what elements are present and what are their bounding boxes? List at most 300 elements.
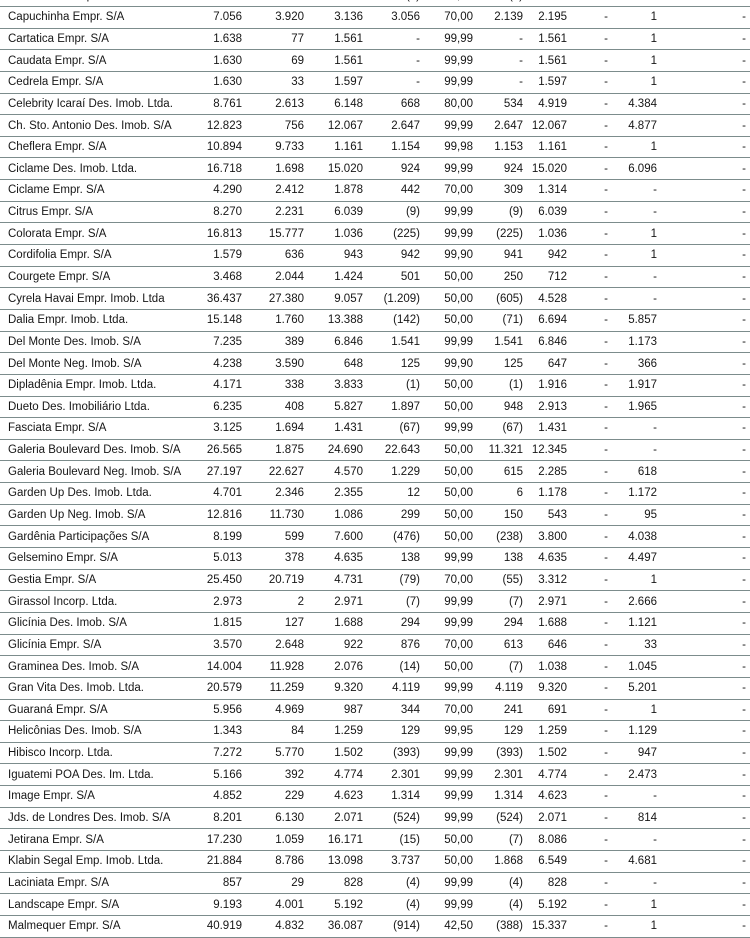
value-cell: 20.579 — [206, 682, 242, 695]
value-cell: 138 — [503, 552, 523, 565]
value-cell: 646 — [547, 638, 567, 651]
value-cell: 1.541 — [494, 335, 523, 348]
value-cell: 3.800 — [538, 530, 567, 543]
value-cell: - — [653, 271, 657, 283]
table-row — [0, 397, 750, 419]
table-row — [0, 94, 750, 116]
value-cell: 501 — [400, 271, 420, 283]
value-cell: 1.868 — [494, 855, 523, 868]
value-cell: - — [604, 54, 608, 67]
value-cell: 876 — [400, 638, 420, 651]
table-row — [0, 591, 750, 613]
value-cell: (605) — [496, 292, 523, 305]
value-cell: 4.623 — [334, 790, 363, 803]
table-row — [0, 829, 750, 851]
value-cell — [304, 0, 363, 6]
value-cell: - — [742, 32, 746, 45]
value-cell: 1.897 — [391, 400, 420, 413]
value-cell: 4.171 — [213, 379, 242, 392]
value-cell — [242, 0, 304, 6]
value-cell: (71) — [502, 314, 523, 327]
value-cell: - — [416, 54, 420, 67]
company-name: Galeria Boulevard Neg. Imob. S/A — [8, 465, 182, 478]
value-cell: 1 — [650, 11, 657, 24]
value-cell: - — [604, 162, 608, 175]
value-cell: 70,00 — [444, 573, 473, 586]
value-cell: - — [653, 292, 657, 305]
value-cell: - — [604, 509, 608, 522]
value-cell: - — [742, 530, 746, 543]
value-cell: 922 — [343, 638, 363, 651]
value-cell: 3.590 — [275, 357, 304, 370]
value-cell: 1.431 — [538, 422, 567, 435]
value-cell: 389 — [284, 335, 304, 348]
value-cell: 10.894 — [206, 141, 242, 154]
value-cell: 1.815 — [213, 617, 242, 630]
value-cell: 7.235 — [213, 335, 242, 348]
value-cell: 2.139 — [494, 11, 523, 24]
value-cell: 5.192 — [538, 898, 567, 911]
value-cell: 1.694 — [275, 422, 304, 435]
value-cell: 2.285 — [538, 465, 567, 478]
value-cell: - — [604, 790, 608, 803]
table-row — [0, 332, 750, 354]
value-cell: 924 — [400, 162, 420, 175]
value-cell: 1.038 — [538, 660, 567, 673]
value-cell: 857 — [222, 876, 242, 889]
value-cell: 1.314 — [538, 184, 567, 197]
value-cell: 1.259 — [538, 725, 567, 738]
value-cell: 16.718 — [206, 162, 242, 175]
value-cell: - — [653, 184, 657, 197]
value-cell: 42,50 — [444, 920, 473, 933]
value-cell: 70,00 — [444, 703, 473, 716]
company-name: Gran Vita Des. Imob. Ltda. — [8, 682, 144, 695]
value-cell: - — [742, 141, 746, 154]
value-cell: - — [604, 32, 608, 45]
table-row — [0, 115, 750, 137]
value-cell: 4.731 — [334, 573, 363, 586]
value-cell: - — [742, 465, 746, 478]
value-cell: 4.681 — [628, 855, 657, 868]
value-cell: - — [742, 552, 746, 565]
value-cell: 5.857 — [628, 314, 657, 327]
value-cell: 2.971 — [334, 595, 363, 608]
value-cell: - — [604, 141, 608, 154]
value-cell: 2.648 — [275, 638, 304, 651]
value-cell: 99,99 — [444, 552, 473, 565]
value-cell: 2.473 — [628, 768, 657, 781]
value-cell: 50,00 — [444, 487, 473, 500]
value-cell: (393) — [496, 747, 523, 760]
value-cell: 1.630 — [213, 54, 242, 67]
value-cell: 5.192 — [334, 898, 363, 911]
value-cell: 99,99 — [444, 898, 473, 911]
value-cell: - — [742, 11, 746, 24]
table-row — [0, 72, 750, 94]
value-cell: 543 — [547, 509, 567, 522]
value-cell: 99,99 — [444, 422, 473, 435]
value-cell: - — [742, 725, 746, 738]
value-cell: (393) — [393, 747, 420, 760]
company-name: Garden Up Neg. Imob. S/A — [8, 509, 146, 522]
company-name: Celebrity Icaraí Des. Imob. Ltda. — [8, 97, 173, 110]
value-cell: - — [604, 638, 608, 651]
value-cell: 125 — [503, 357, 523, 370]
table-row — [0, 158, 750, 180]
value-cell: 7.056 — [213, 11, 242, 24]
company-name: Cartatica Empr. S/A — [8, 32, 109, 45]
table-row — [0, 656, 750, 678]
value-cell: 129 — [503, 725, 523, 738]
value-cell — [657, 0, 750, 6]
company-name: Dalia Empr. Imob. Ltda. — [8, 314, 129, 327]
value-cell: 7.272 — [213, 747, 242, 760]
value-cell: - — [604, 444, 608, 457]
value-cell: 13.098 — [327, 855, 363, 868]
value-cell: 1.630 — [213, 76, 242, 89]
value-cell: 9.320 — [538, 682, 567, 695]
company-name: Del Monte Des. Imob. S/A — [8, 335, 141, 348]
value-cell: 99,99 — [444, 682, 473, 695]
value-cell: 16.171 — [327, 833, 363, 846]
value-cell: 2.647 — [494, 119, 523, 132]
company-name: Graminea Des. Imob. S/A — [8, 660, 140, 673]
value-cell: 11.928 — [269, 660, 304, 673]
table-row — [0, 851, 750, 873]
value-cell: 6.235 — [213, 400, 242, 413]
value-cell: 1.561 — [538, 32, 567, 45]
value-cell: - — [742, 162, 746, 175]
value-cell: - — [742, 747, 746, 760]
value-cell: 70,00 — [444, 11, 473, 24]
value-cell: - — [604, 725, 608, 738]
value-cell: 50,00 — [444, 271, 473, 283]
value-cell: 4.119 — [495, 682, 523, 695]
value-cell: - — [604, 920, 608, 933]
value-cell: 1 — [650, 249, 657, 262]
value-cell: 1.502 — [334, 747, 363, 760]
value-cell: 36.087 — [327, 920, 363, 933]
value-cell: 99,99 — [444, 747, 473, 760]
value-cell: 99,99 — [444, 119, 473, 132]
value-cell: 27.197 — [206, 465, 242, 478]
value-cell: - — [519, 54, 523, 67]
value-cell: (238) — [496, 530, 523, 543]
value-cell: 138 — [400, 552, 420, 565]
value-cell: 129 — [400, 725, 420, 738]
value-cell: 4.384 — [628, 97, 657, 110]
value-cell: 1.314 — [391, 790, 420, 803]
value-cell: - — [742, 703, 746, 716]
value-cell: 1.688 — [538, 617, 567, 630]
value-cell: 80,00 — [444, 97, 473, 110]
value-cell: 6.130 — [275, 812, 304, 825]
table-row — [0, 743, 750, 765]
company-name: Gelsemino Empr. S/A — [8, 552, 118, 565]
value-cell: 6.096 — [628, 162, 657, 175]
value-cell: 1 — [650, 32, 657, 45]
value-cell: - — [604, 335, 608, 348]
value-cell: - — [742, 790, 746, 803]
value-cell: 13.388 — [327, 314, 363, 327]
value-cell: 756 — [284, 119, 304, 132]
value-cell: (7) — [508, 660, 523, 673]
table-row — [0, 223, 750, 245]
value-cell: - — [742, 920, 746, 933]
company-name: Del Monte Neg. Imob. S/A — [8, 357, 142, 370]
value-cell: 99,99 — [444, 32, 473, 45]
value-cell: 99,99 — [444, 162, 473, 175]
value-cell: 50,00 — [444, 400, 473, 413]
table-row — [0, 894, 750, 916]
value-cell: 1.229 — [391, 465, 420, 478]
company-name: Ciclame Des. Imob. Ltda. — [8, 162, 138, 175]
value-cell: 2.195 — [538, 11, 567, 24]
table-row — [0, 873, 750, 895]
value-cell: 4.570 — [334, 465, 363, 478]
value-cell: 1 — [650, 141, 657, 154]
value-cell: - — [604, 833, 608, 846]
value-cell: 1.698 — [275, 162, 304, 175]
table-row — [0, 721, 750, 743]
value-cell: 99,95 — [444, 725, 473, 738]
table-row — [0, 353, 750, 375]
value-cell: 125 — [400, 357, 420, 370]
value-cell: 1 — [650, 920, 657, 933]
value-cell: 22.627 — [268, 465, 304, 478]
company-name: Jetirana Empr. S/A — [8, 833, 104, 846]
value-cell: 294 — [400, 617, 420, 630]
value-cell: 50,00 — [444, 660, 473, 673]
value-cell: - — [742, 768, 746, 781]
value-cell: - — [742, 184, 746, 197]
value-cell: 1.561 — [334, 54, 363, 67]
value-cell: 1.760 — [275, 314, 304, 327]
value-cell: 1.314 — [494, 790, 523, 803]
value-cell: - — [742, 335, 746, 348]
value-cell: 1.086 — [334, 509, 363, 522]
value-cell: 534 — [503, 97, 523, 110]
value-cell: 229 — [284, 790, 304, 803]
value-cell: 4.623 — [538, 790, 567, 803]
value-cell: 1.173 — [628, 335, 657, 348]
company-name: Hibisco Incorp. Ltda. — [8, 747, 113, 760]
value-cell: 1 — [650, 898, 657, 911]
value-cell: 1 — [650, 54, 657, 67]
value-cell: 392 — [284, 768, 304, 781]
value-cell: 99,99 — [444, 206, 473, 219]
value-cell: (7) — [508, 595, 523, 608]
value-cell: 299 — [400, 509, 420, 522]
value-cell: 241 — [503, 703, 523, 716]
company-name — [0, 0, 200, 6]
value-cell: - — [604, 379, 608, 392]
value-cell: 9.193 — [213, 898, 242, 911]
table-row — [0, 0, 750, 7]
value-cell: - — [742, 271, 746, 283]
value-cell: 5.956 — [213, 703, 242, 716]
value-cell: 2.301 — [391, 768, 420, 781]
value-cell: - — [742, 76, 746, 89]
value-cell: 1.688 — [334, 617, 363, 630]
value-cell: 1.045 — [628, 660, 657, 673]
value-cell: 2.346 — [275, 487, 304, 500]
value-cell: 99,99 — [444, 812, 473, 825]
value-cell: 25.450 — [206, 573, 242, 586]
value-cell: 12 — [407, 487, 420, 500]
value-cell: 6.549 — [538, 855, 567, 868]
company-name: Glicínia Empr. S/A — [8, 638, 102, 651]
value-cell: - — [742, 54, 746, 67]
value-cell: 3.737 — [391, 855, 420, 868]
value-cell: - — [604, 530, 608, 543]
value-cell: - — [742, 812, 746, 825]
value-cell: 9.733 — [275, 141, 304, 154]
value-cell: (1.209) — [383, 292, 420, 305]
value-cell: 366 — [637, 357, 657, 370]
value-cell: - — [653, 833, 657, 846]
value-cell: 1.597 — [334, 76, 363, 89]
company-name: Iguatemi POA Des. Im. Ltda. — [8, 768, 154, 781]
value-cell: - — [604, 855, 608, 868]
value-cell: 4.635 — [334, 552, 363, 565]
value-cell: - — [604, 682, 608, 695]
value-cell: 1.154 — [391, 141, 420, 154]
company-name: Dueto Des. Imobiliário Ltda. — [8, 400, 150, 413]
value-cell: - — [742, 97, 746, 110]
value-cell: 50,00 — [444, 314, 473, 327]
table-row — [0, 764, 750, 786]
value-cell: 615 — [503, 465, 523, 478]
value-cell: 12.345 — [531, 444, 567, 457]
value-cell: 1.597 — [538, 76, 567, 89]
value-cell: - — [742, 638, 746, 651]
value-cell: 4.238 — [213, 357, 242, 370]
value-cell: 2.973 — [213, 595, 242, 608]
value-cell: 4.774 — [538, 768, 567, 781]
value-cell: 1.121 — [628, 617, 657, 630]
value-cell: (4) — [508, 898, 523, 911]
value-cell: 691 — [547, 703, 567, 716]
value-cell: (225) — [393, 227, 420, 240]
value-cell: 8.761 — [213, 97, 242, 110]
value-cell: 9.320 — [334, 682, 363, 695]
value-cell: 50,00 — [444, 530, 473, 543]
value-cell: 4.701 — [213, 487, 242, 500]
value-cell: 99,90 — [444, 357, 473, 370]
table-row — [0, 418, 750, 440]
value-cell: - — [742, 855, 746, 868]
value-cell: 1 — [650, 703, 657, 716]
value-cell: 942 — [547, 249, 567, 262]
value-cell: 648 — [343, 357, 363, 370]
value-cell: (9) — [508, 206, 523, 219]
value-cell: 69 — [291, 54, 304, 67]
value-cell: 8.786 — [275, 855, 304, 868]
value-cell: 647 — [547, 357, 567, 370]
value-cell: - — [742, 400, 746, 413]
table-row — [0, 483, 750, 505]
value-cell: 378 — [284, 552, 304, 565]
value-cell: 15.777 — [268, 227, 304, 240]
value-cell: - — [604, 292, 608, 305]
value-cell: 2.076 — [334, 660, 363, 673]
value-cell: 948 — [503, 400, 523, 413]
value-cell: 4.001 — [275, 898, 304, 911]
value-cell: 250 — [503, 271, 523, 283]
value-cell: - — [742, 573, 746, 586]
value-cell: 1.579 — [213, 249, 242, 262]
value-cell: - — [604, 898, 608, 911]
value-cell: 99,99 — [444, 227, 473, 240]
value-cell — [608, 0, 657, 6]
value-cell: 99,99 — [444, 768, 473, 781]
value-cell: (524) — [393, 812, 420, 825]
value-cell: 814 — [637, 812, 657, 825]
value-cell: 99,99 — [444, 595, 473, 608]
value-cell: 1.153 — [494, 141, 523, 154]
value-cell: (225) — [496, 227, 523, 240]
value-cell: (7) — [405, 595, 420, 608]
value-cell: (9) — [405, 206, 420, 219]
value-cell: 7.600 — [334, 530, 363, 543]
value-cell: 99,90 — [444, 249, 473, 262]
value-cell: 712 — [547, 271, 567, 283]
value-cell: 5.201 — [628, 682, 657, 695]
value-cell: 1.161 — [538, 141, 567, 154]
value-cell: 127 — [284, 617, 304, 630]
company-name: Caudata Empr. S/A — [8, 54, 107, 67]
value-cell: (142) — [393, 314, 420, 327]
value-cell: - — [742, 249, 746, 262]
company-name: Helicônias Des. Imob. S/A — [8, 725, 142, 738]
value-cell — [567, 0, 608, 6]
value-cell: 99,99 — [444, 617, 473, 630]
value-cell: 4.038 — [628, 530, 657, 543]
value-cell: - — [604, 617, 608, 630]
value-cell: - — [742, 898, 746, 911]
value-cell: 33 — [291, 76, 304, 89]
value-cell: - — [604, 768, 608, 781]
table-row — [0, 288, 750, 310]
value-cell: 15.020 — [531, 162, 567, 175]
value-cell: - — [604, 660, 608, 673]
value-cell: 442 — [400, 184, 420, 197]
table-row — [0, 635, 750, 657]
value-cell: 1.431 — [334, 422, 363, 435]
value-cell: 50,00 — [444, 465, 473, 478]
value-cell: 3.125 — [213, 422, 242, 435]
value-cell: 99,99 — [444, 335, 473, 348]
company-name: Landscape Empr. S/A — [8, 898, 120, 911]
value-cell: (1) — [405, 379, 420, 392]
value-cell: - — [604, 97, 608, 110]
value-cell: 4.877 — [628, 119, 657, 132]
value-cell: 11.730 — [269, 509, 304, 522]
value-cell: 17.230 — [206, 833, 242, 846]
value-cell: 99,99 — [444, 876, 473, 889]
company-name: Cheflera Empr. S/A — [8, 141, 107, 154]
value-cell: 3.920 — [275, 11, 304, 24]
value-cell: 22.643 — [384, 444, 420, 457]
value-cell: (476) — [393, 530, 420, 543]
value-cell: 1.561 — [334, 32, 363, 45]
value-cell: 4.528 — [538, 292, 567, 305]
value-cell: 2.666 — [628, 595, 657, 608]
value-cell: 6.694 — [538, 314, 567, 327]
value-cell: - — [742, 833, 746, 846]
